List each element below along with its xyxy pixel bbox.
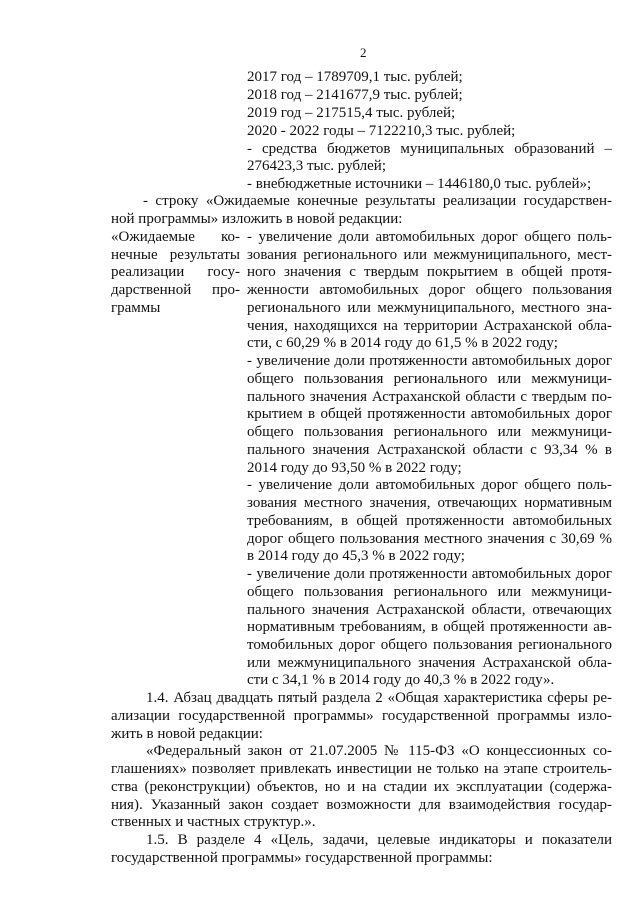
table-value-line: чения, находящихся на территории Астраханской обла- [247,318,612,334]
table-value-line: зования регионального или межмуниципального, мест- [247,247,612,263]
table-value-line: сти с 34,1 % в 2014 году до 40,3 % в 2022 году». [247,672,555,688]
table-value-line: томобильных дорог общего пользования регионального [247,637,612,653]
quote-line: глашениях» позволяет привлекать инвестиции не только на этапе строитель- [111,761,612,777]
table-value-line: - увеличение доли автомобильных дорог общего поль- [247,229,612,245]
quote-line: ственных и частных структур.». [111,814,316,830]
table-value-line: 2014 году до 93,50 % в 2022 году; [247,460,462,476]
intro-line: ной программы» изложить в новой редакции: [111,211,403,227]
intro-line: - строку «Ожидаемые конечные результаты реализации государствен- [143,193,612,209]
table-value-line: в 2014 году до 45,3 % в 2022 году; [247,548,465,564]
table-label-line: нечные результаты [111,247,240,263]
funding-line: 276423,3 тыс. рублей; [247,158,386,174]
table-value-line: регионального или межмуниципального, местного зна- [247,300,612,316]
table-value-line: общего пользования регионального или межмуници- [247,371,612,387]
quote-line: ства (реконструкции) объектов, но и на стадии их эксплуатации (содержа- [111,779,612,795]
quote-line: «Федеральный закон от 21.07.2005 № 115-ФЗ «О концессионных со- [146,743,612,759]
table-value-line: требованиям, в общей протяженности автомобильных [247,513,612,529]
table-value-line: зования местного значения, отвечающих нормативным [247,495,612,511]
para-1-4-line: 1.4. Абзац двадцать пятый раздела 2 «Общая характеристика сферы ре- [146,690,612,706]
page-number: 2 [360,45,367,60]
quote-line: ния). Указанный закон создает возможности для взаимодействия государ- [111,797,612,813]
table-value-line: - увеличение доли протяженности автомобильных дорог [247,353,612,369]
table-value-line: пального значения Астраханской области с 93,34 % в [247,442,612,458]
table-value-line: женности автомобильных дорог общего пользования [247,282,612,298]
table-value-line: крытием в общей протяженности автомобильных дорог [247,406,612,422]
table-value-line: - увеличение доли автомобильных дорог общего поль- [247,477,612,493]
table-label-line: «Ожидаемые ко- [111,229,240,245]
funding-line: - средства бюджетов муниципальных образований – [247,141,612,157]
para-1-4-line: жить в новой редакции: [111,726,263,742]
table-value-line: сти, с 60,29 % в 2014 году до 61,5 % в 2022 году; [247,335,558,351]
table-value-line: дорог общего пользования местного значения с 30,69 % [247,531,612,547]
table-value-line: или межмуниципального значения Астраханской обла- [247,655,612,671]
table-label-line: дарственной про- [111,282,240,298]
table-value-line: пального значения Астраханской области с твердым по- [247,389,612,405]
table-value-line: общего пользования регионального или межмуници- [247,584,612,600]
table-label-line: реализации госу- [111,264,240,280]
table-value-line: - увеличение доли протяженности автомобильных дорог [247,566,612,582]
funding-line: 2018 год – 2141677,9 тыс. рублей; [247,87,463,103]
table-value-line: нормативным требованиям, в общей протяженности ав- [247,619,612,635]
table-value-line: общего пользования регионального или межмуници- [247,424,612,440]
table-value-line: пального значения Астраханской области, отвечающих [247,602,612,618]
table-label-line: граммы [111,300,161,316]
para-1-5-line: 1.5. В разделе 4 «Цель, задачи, целевые индикаторы и показатели [146,832,612,848]
funding-line: - внебюджетные источники – 1446180,0 тыс. рублей»; [247,176,592,192]
funding-line: 2020 - 2022 годы – 7122210,3 тыс. рублей; [247,123,516,139]
para-1-4-line: ализации государственной программы» государственной программы изло- [111,708,612,724]
funding-line: 2017 год – 1789709,1 тыс. рублей; [247,69,463,85]
funding-line: 2019 год – 217515,4 тыс. рублей; [247,105,456,121]
table-value-line: ного значения с твердым покрытием в общей протя- [247,264,612,280]
para-1-5-line: государственной программы» государственной программы: [111,850,493,866]
